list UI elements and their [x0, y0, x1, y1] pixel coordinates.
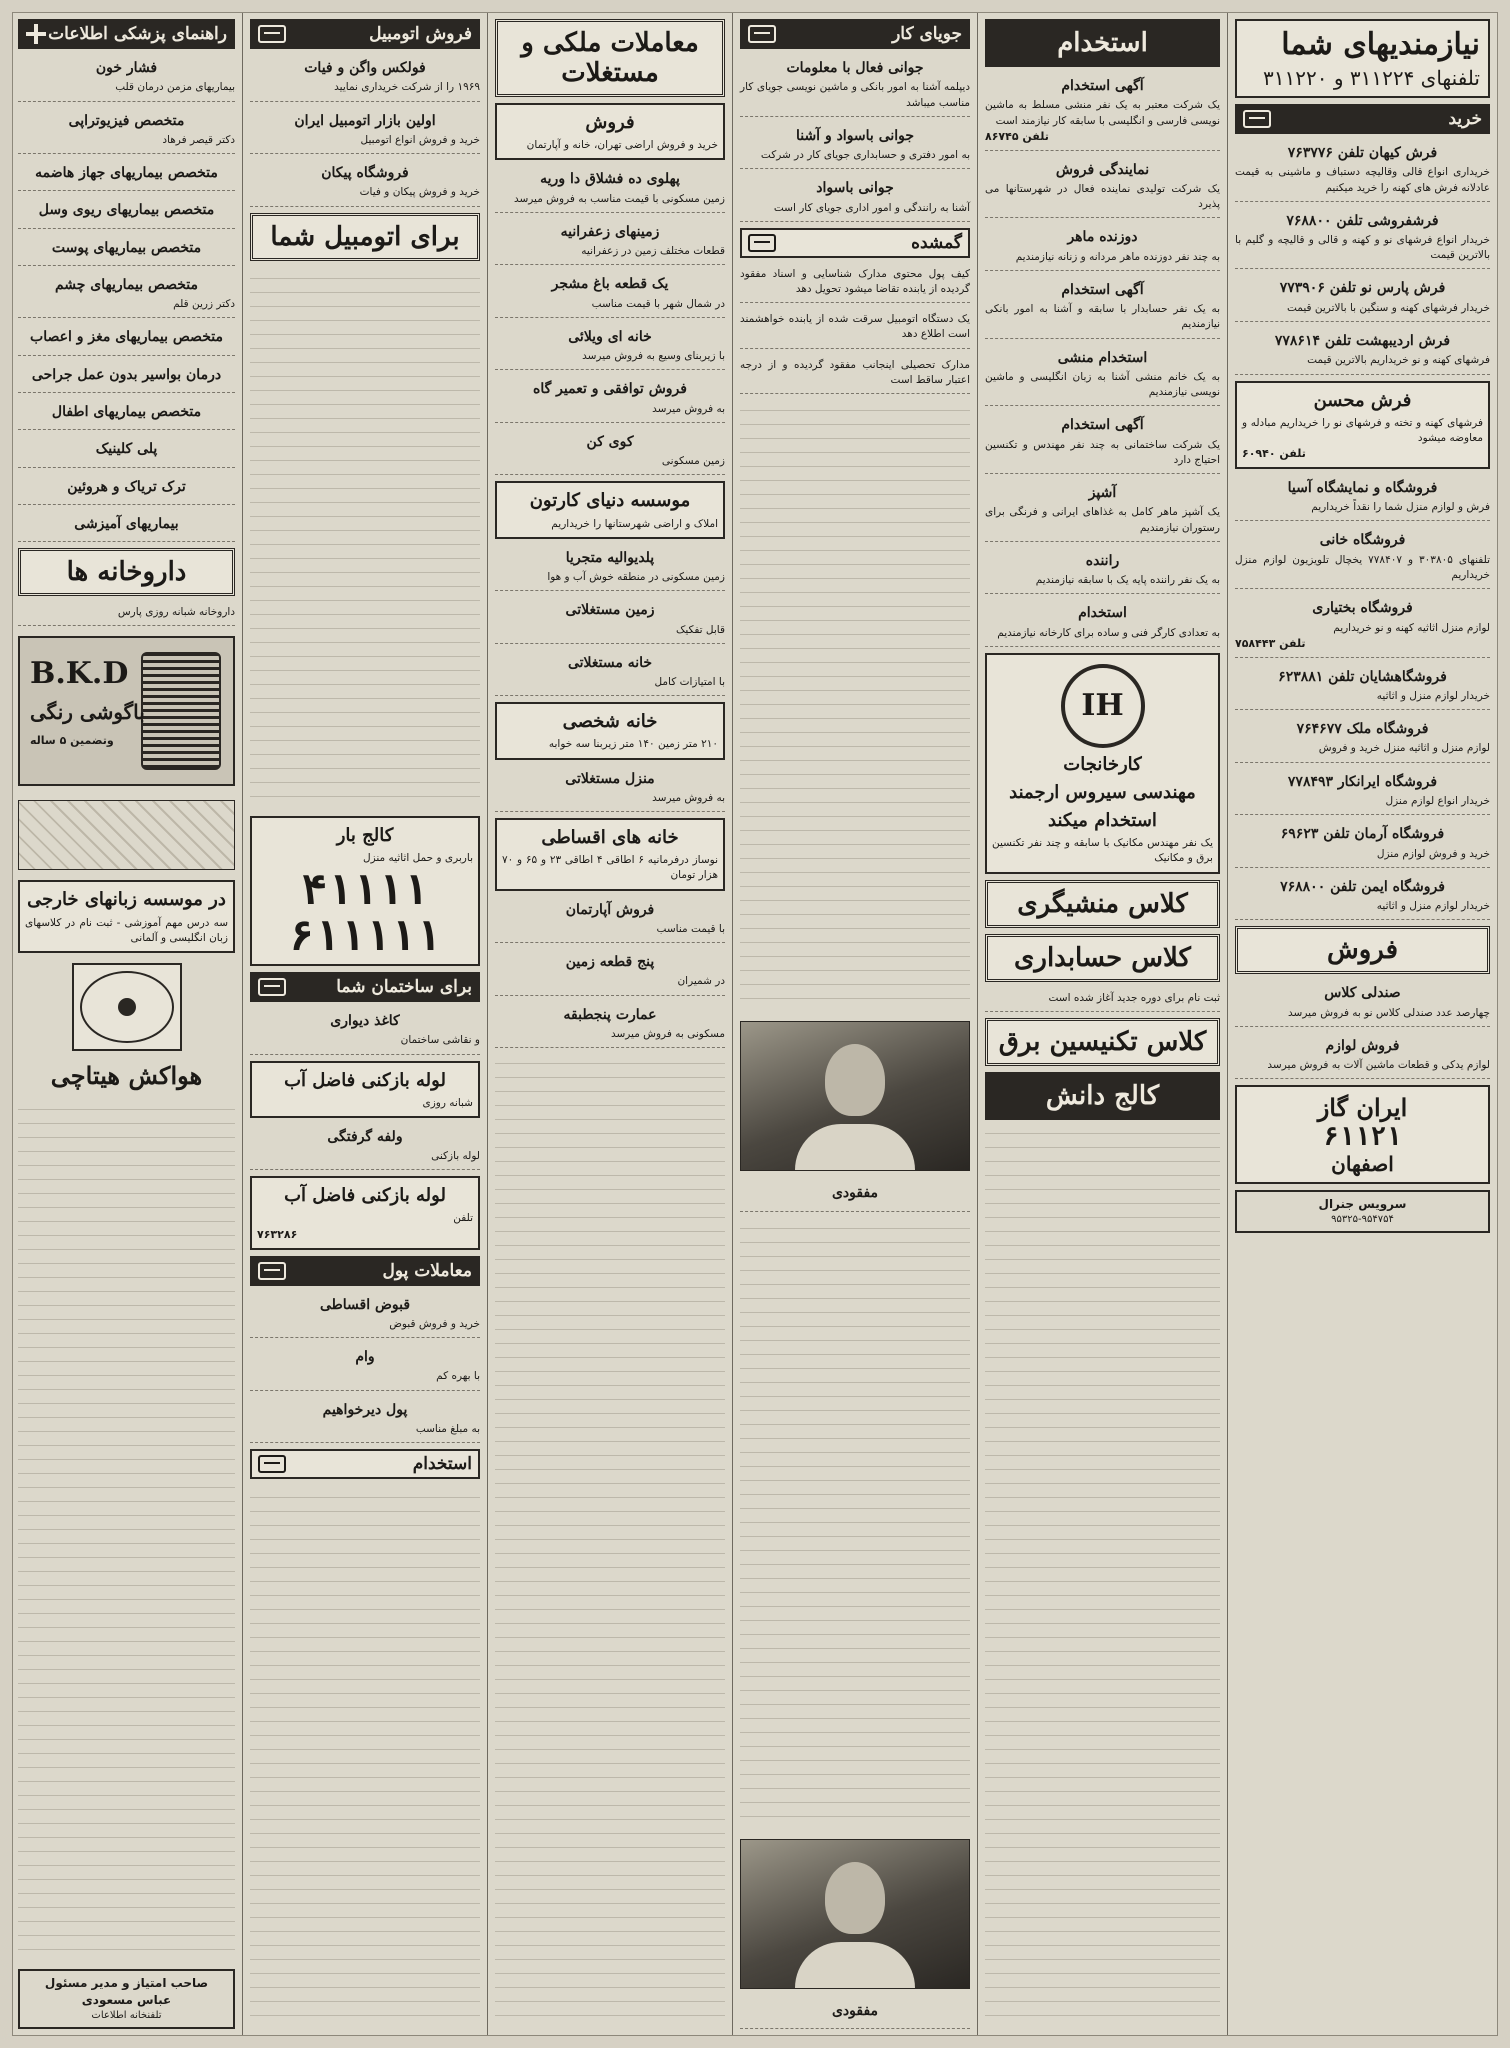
list-item: فرش اردیبهشت تلفن ۷۷۸۶۱۴ فرشهای کهنه و نو خریداریم بالاترین قیمت	[1235, 328, 1490, 375]
section-employment-heading: استخدام	[985, 19, 1220, 67]
list-item: زمین مستغلاتی قابل تفکیک	[495, 597, 725, 644]
language-institute-ad: در موسسه زبانهای خارجی سه درس مهم آموزشی - ثبت نام در کلاسهای زبان انگلیسی و آلمانی	[18, 880, 235, 953]
intercom-ad	[18, 636, 235, 786]
money-icon	[258, 1262, 286, 1280]
list-item: داروخانه شبانه روزی پارس	[18, 602, 235, 626]
list-item: قبوض اقساطی خرید و فروش قبوض	[250, 1292, 480, 1339]
list-item: فروش خرید و فروش اراضی تهران، خانه و آپارتمان	[495, 103, 725, 160]
column-job-seekers	[732, 13, 977, 2035]
missing-person-photo	[740, 1021, 970, 1171]
list-item: فرش پارس نو تلفن ۷۷۳۹۰۶ خریدار فرشهای کهنه و سنگین با بالاترین قیمت	[1235, 275, 1490, 322]
list-item: منزل مستغلاتی به فروش میرسد	[495, 766, 725, 813]
list-item: لوله بازکنی فاضل آب تلفن ۷۶۳۲۸۶	[250, 1176, 480, 1249]
text-filler	[495, 1054, 725, 2029]
list-item: کیف پول محتوی مدارک شناسایی و اسناد مفقود گردیده از یابنده تقاضا میشود تحویل دهد	[740, 264, 970, 303]
list-item: راننده به یک نفر راننده پایه یک با سابقه نیازمندیم	[985, 548, 1220, 595]
accounting-class-heading: کلاس حسابداری	[985, 934, 1220, 982]
list-item: فروشگاه پیکان خرید و فروش پیکان و فیات	[250, 160, 480, 207]
general-service-ad: سرویس جنرال ۹۵۳۲۵-۹۵۴۷۵۴	[1235, 1190, 1490, 1233]
medical-cross-icon	[26, 24, 46, 44]
list-item: خانه ای ویلائی با زیربنای وسیع به فروش میرسد	[495, 324, 725, 371]
company-logo-icon: IH	[1061, 664, 1145, 748]
secretary-class-heading: کلاس منشیگری	[985, 880, 1220, 928]
list-item: متخصص بیماریهای ریوی وسل	[18, 197, 235, 228]
column-medical	[11, 13, 242, 2035]
list-item: جوانی باسواد آشنا به رانندگی و امور اداری جویای کار است	[740, 175, 970, 222]
section-lost-label: گمشده	[911, 232, 962, 253]
list-item: مدارک تحصیلی اینجانب مفقود گردیده و از درجه اعتبار ساقط است	[740, 355, 970, 394]
column-employment	[977, 13, 1227, 2035]
text-filler	[250, 1485, 480, 2029]
intercom-brand: B.K.D	[30, 656, 129, 692]
list-item: کوی کن زمین مسکونی	[495, 429, 725, 476]
company-ad: IH کارخانجات مهندسی سیروس ارجمند استخدام میکند یک نفر مهندس مکانیک با سابقه و چند نفر تکنسین برق و مکانیک	[985, 653, 1220, 874]
publisher-box: صاحب امتیاز و مدیر مسئول عباس مسعودی تلفنخانه اطلاعات	[18, 1969, 235, 2029]
text-filler	[18, 1096, 235, 1963]
list-item: فرش کیهان تلفن ۷۶۳۷۷۶ خریداری انواع قالی وقالیچه دستباف و ماشینی به قیمت عادلانه فرش های کهنه را خرید میکنیم	[1235, 140, 1490, 202]
intercom-slogan: باگوشی رنگی	[30, 700, 145, 725]
school-name: کالج دانش	[985, 1072, 1220, 1120]
house-icon	[258, 978, 286, 996]
briefcase-icon	[748, 25, 776, 43]
masthead	[1235, 19, 1490, 98]
list-item: فروش توافقی و تعمیر گاه به فروش میرسد	[495, 376, 725, 423]
list-item: خانه شخصی ۲۱۰ متر زمین ۱۴۰ متر زیربنا سه خوابه	[495, 702, 725, 759]
list-item: متخصص بیماریهای چشم دکتر زرین قلم	[18, 272, 235, 319]
kalj-phone-1: ۴۱۱۱۱	[301, 864, 429, 914]
column-real-estate	[487, 13, 732, 2035]
list-item: پلدیوالیه متجریا زمین مسکونی در منطقه خوش آب و هوا	[495, 545, 725, 592]
list-item: آشپز یک آشپز ماهر کامل به غذاهای ایرانی و فرنگی برای رستوران نیازمندیم	[985, 480, 1220, 542]
iran-gas-ad	[1235, 1085, 1490, 1184]
section-realestate-heading: معاملات ملکی و مستغلات	[495, 19, 725, 97]
text-filler	[250, 267, 480, 811]
list-item: لوله بازکنی فاضل آب شبانه روزی	[250, 1061, 480, 1118]
list-item: دوزنده ماهر به چند نفر دوزنده ماهر مردانه و زنانه نیازمندیم	[985, 224, 1220, 271]
section-buy-heading	[1235, 104, 1490, 134]
list-item: عمارت پنجطبقه مسکونی به فروش میرسد	[495, 1002, 725, 1049]
section-employment2-label: استخدام	[412, 1454, 472, 1475]
list-item: آگهی استخدام به یک نفر حسابدار با سابقه و آشنا به امور بانکی نیازمندیم	[985, 277, 1220, 339]
list-item: یک قطعه باغ مشجر در شمال شهر با قیمت مناسب	[495, 271, 725, 318]
list-item: خانه های اقساطی نوساز درفرمانیه ۶ اطاقی ۴ اطاقی ۲۳ و ۶۵ و ۷۰ هزار تومان	[495, 818, 725, 891]
list-item: متخصص بیماریهای اطفال	[18, 399, 235, 430]
gas-phone: ۶۱۱۲۱	[1323, 1122, 1402, 1153]
list-item: بیماریهای آمیزشی	[18, 511, 235, 542]
list-item: فرش محسن فرشهای کهنه و تخته و فرشهای نو را خریداریم مبادله و معاوضه میشود تلفن ۶۰۹۴۰	[1235, 381, 1490, 469]
list-item: استخدام به تعدادی کارگر فنی و ساده برای کارخانه نیازمندیم	[985, 600, 1220, 647]
section-buy-label: خرید	[1448, 109, 1482, 129]
text-filler	[985, 1126, 1220, 2029]
cartoon-world-ad: موسسه دنیای کارتون املاک و اراضی شهرستانها را خریداریم	[495, 481, 725, 538]
list-item: جوانی فعال با معلومات دیپلمه آشنا به امور بانکی و ماشین نویسی جویای کار مناسب میباشد	[740, 55, 970, 117]
list-item: درمان بواسیر بدون عمل جراحی	[18, 362, 235, 393]
for-your-car-heading: برای اتومبیل شما	[250, 213, 480, 261]
section-autos-label: فروش اتومبیل	[369, 24, 472, 44]
section-money-label: معاملات پول	[382, 1260, 472, 1281]
section-medical-heading	[18, 19, 235, 49]
list-item: فروشگاه بختیاری لوازم منزل اثاثیه کهنه و نو خریداریم تلفن ۷۵۸۴۴۳	[1235, 595, 1490, 657]
list-item: فروشگاه ایرانکار ۷۷۸۴۹۳ خریدار انواع لوازم منزل	[1235, 769, 1490, 816]
list-item: فروش آپارتمان با قیمت مناسب	[495, 897, 725, 944]
section-employment2-heading	[250, 1449, 480, 1479]
section-money-heading	[250, 1256, 480, 1286]
pharmacies-heading: داروخانه ها	[18, 548, 235, 596]
language-institute-logo	[18, 800, 235, 870]
list-item: فروش لوازم لوازم یدکی و قطعات ماشین آلات به فروش میرسد	[1235, 1033, 1490, 1080]
list-item: پهلوی ده فشلاق دا وریه زمین مسکونی با قیمت مناسب به فروش میرسد	[495, 166, 725, 213]
list-item: متخصص بیماریهای پوست	[18, 235, 235, 266]
section-lost-heading	[740, 228, 970, 258]
list-item: پول دیرخواهیم به مبلغ مناسب	[250, 1397, 480, 1444]
list-item: متخصص بیماریهای جهاز هاضمه	[18, 160, 235, 191]
list-item: ترک تریاک و هروئین	[18, 474, 235, 505]
missing-person-photo-2	[740, 1839, 970, 1989]
newspaper-page	[12, 12, 1498, 2036]
masthead-title: نیازمندیهای شما	[1281, 27, 1480, 62]
electric-class-heading: کلاس تکنیسین برق	[985, 1018, 1220, 1066]
photo-caption: مفقودی	[740, 1998, 970, 2029]
list-item: جوانی باسواد و آشنا به امور دفتری و حسابداری جویای کار در شرکت	[740, 123, 970, 170]
list-item: یک دستگاه اتومبیل سرقت شده از یابنده خواهشمند است اطلاع دهد	[740, 309, 970, 348]
list-item: آگهی استخدام یک شرکت ساختمانی به چند نفر مهندس و تکنسین احتیاج دارد	[985, 412, 1220, 474]
cart-icon	[1243, 110, 1271, 128]
list-item: فشار خون بیماریهای مزمن درمان قلب	[18, 55, 235, 102]
exclamation-icon	[748, 234, 776, 252]
list-item: کاغذ دیواری و نقاشی ساختمان	[250, 1008, 480, 1055]
people-icon	[258, 1455, 286, 1473]
text-filler	[740, 400, 970, 1012]
list-item: متخصص فیزیوتراپی دکتر قیصر فرهاد	[18, 108, 235, 155]
fan-ad-title: هواکش هیتاچی	[50, 1060, 203, 1090]
list-item: زمینهای زعفرانیه قطعات مختلف زمین در زعفرانیه	[495, 219, 725, 266]
list-item: آگهی استخدام یک شرکت معتبر به یک نفر منشی مسلط به ماشین نویسی فارسی و انگلیسی با سابقه کار نیازمند است تلفن ۸۶۷۴۵	[985, 73, 1220, 151]
section-autos-heading	[250, 19, 480, 49]
text-filler	[740, 1218, 970, 1830]
list-item: اولین بازار اتومبیل ایران خرید و فروش انواع اتومبیل	[250, 108, 480, 155]
gas-brand: ایران گاز	[1317, 1093, 1408, 1123]
list-item: ولفه گرفتگی لوله بازکنی	[250, 1124, 480, 1171]
masthead-phones: تلفنهای ۳۱۱۲۲۴ و ۳۱۱۲۲۰	[1263, 66, 1480, 90]
list-item: استخدام منشی به یک خانم منشی آشنا به زبان انگلیسی و ماشین نویسی نیازمندیم	[985, 345, 1220, 407]
list-item: خانه مستغلاتی با امتیازات کامل	[495, 650, 725, 697]
list-item: فروشگاه ایمن تلفن ۷۶۸۸۰۰ خریدار لوازم منزل و اثاثیه	[1235, 874, 1490, 921]
list-item: فولکس واگن و فیات ۱۹۶۹ را از شرکت خریداری نمایید	[250, 55, 480, 102]
list-item: ثبت نام برای دوره جدید آغاز شده است	[985, 988, 1220, 1012]
list-item: متخصص بیماریهای مغز و اعصاب	[18, 324, 235, 355]
car-icon	[258, 25, 286, 43]
kalj-phone-2: ۶۱۱۱۱۱	[289, 910, 441, 960]
column-autos	[242, 13, 487, 2035]
list-item: فروشگاه خانی تلفنهای ۳۰۳۸۰۵ و ۷۷۸۴۰۷ یخچال تلویزیون لوازم منزل خریداریم	[1235, 527, 1490, 589]
section-jobseeker-heading	[740, 19, 970, 49]
section-medical-label: راهنمای پزشکی اطلاعات	[48, 24, 227, 44]
gas-city: اصفهان	[1331, 1152, 1394, 1177]
section-building-label: برای ساختمان شما	[336, 977, 472, 998]
list-item: فروشگاهشایان تلفن ۶۲۳۸۸۱ خریدار لوازم منزل و اثاثیه	[1235, 664, 1490, 711]
section-building-heading	[250, 972, 480, 1002]
list-item: صندلی کلاس چهارصد عدد صندلی کلاس نو به فروش میرسد	[1235, 980, 1490, 1027]
photo-caption: مفقودی	[740, 1180, 970, 1211]
kalj-bar-ad: کالج بار باربری و حمل اثاثیه منزل ۴۱۱۱۱ ۶۱۱۱۱۱	[250, 816, 480, 966]
section-jobseeker-label: جویای کار	[892, 24, 962, 44]
exhaust-fan-icon	[72, 963, 182, 1051]
list-item: پلی کلینیک	[18, 436, 235, 467]
list-item: پنج قطعه زمین در شمیران	[495, 949, 725, 996]
list-item: فروشگاه آرمان تلفن ۶۹۶۲۳ خرید و فروش لوازم منزل	[1235, 821, 1490, 868]
list-item: وام با بهره کم	[250, 1344, 480, 1391]
list-item: فروشگاه ملک ۷۶۴۶۷۷ لوازم منزل و اثاثیه منزل خرید و فروش	[1235, 716, 1490, 763]
list-item: نمایندگی فروش یک شرکت تولیدی نماینده فعال در شهرستانها می پذیرد	[985, 157, 1220, 219]
column-classifieds-buy	[1227, 13, 1497, 2035]
list-item: فرشفروشی تلفن ۷۶۸۸۰۰ خریدار انواع فرشهای نو و کهنه و قالی و قالیچه و گلیم با بالاترین قیمت	[1235, 208, 1490, 270]
section-sell-heading: فروش	[1235, 926, 1490, 974]
intercom-speaker-icon	[141, 652, 221, 770]
intercom-warranty: وتضمین ۵ ساله	[30, 734, 114, 748]
list-item: فروشگاه و نمایشگاه آسیا فرش و لوازم منزل شما را نقداً خریداریم	[1235, 475, 1490, 522]
